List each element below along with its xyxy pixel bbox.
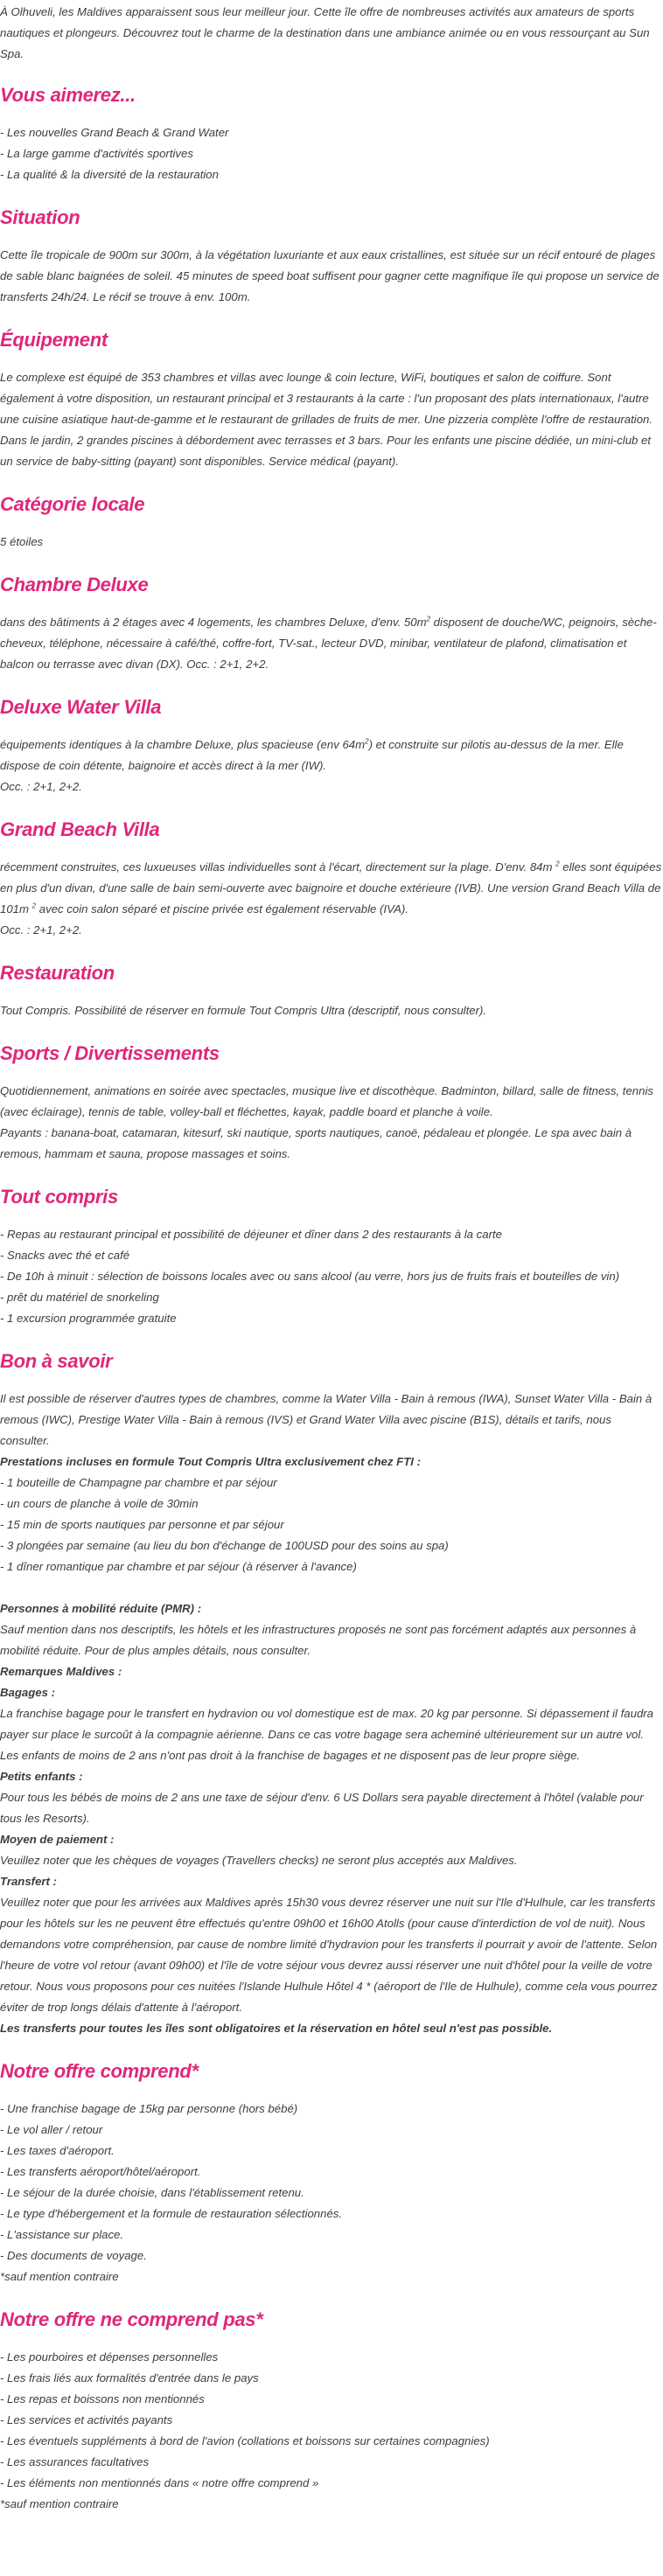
section-title-vous-aimerez: Vous aimerez...: [0, 84, 136, 106]
list-item: - Une franchise bagage de 15kg par personne (hors bébé): [0, 2102, 298, 2115]
paiement-text: Veuillez noter que les chèques de voyages (Travellers checks) ne seront plus acceptés aux Maldives.: [0, 1854, 518, 1867]
section-grand-beach-villa: [0, 817, 663, 941]
spacer: [0, 1577, 663, 1598]
section-offre-comprend: [0, 2058, 663, 2287]
deluxe-water-text-b: ) et construite sur pilotis au-dessus de la mer. Elle dispose de coin détente, baignoire et accès direct à la mer (IW).: [0, 738, 624, 772]
section-title-offre-comprend: Notre offre comprend*: [0, 2060, 199, 2082]
list-item: - La qualité & la diversité de la restauration: [0, 168, 219, 181]
section-deluxe-water-villa: [0, 694, 663, 797]
section-title-deluxe-water-villa: Deluxe Water Villa: [0, 696, 162, 718]
list-item: - prêt du matériel de snorkeling: [0, 1291, 159, 1304]
section-offre-ne-comprend: [0, 2307, 663, 2515]
list-item: - Les services et activités payants: [0, 2413, 173, 2426]
section-title-chambre-deluxe: Chambre Deluxe: [0, 574, 149, 595]
list-item: - Les éléments non mentionnés dans « notre offre comprend »: [0, 2476, 319, 2489]
list-item: - Les repas et boissons non mentionnés: [0, 2392, 205, 2405]
grand-beach-occupancy: Occ. : 2+1, 2+2.: [0, 923, 82, 936]
section-title-situation: Situation: [0, 206, 80, 228]
section-title-categorie: Catégorie locale: [0, 493, 145, 515]
bagages-title: Bagages :: [0, 1686, 56, 1699]
section-chambre-deluxe: [0, 572, 663, 675]
section-title-grand-beach-villa: Grand Beach Villa: [0, 818, 160, 840]
list-item: - Le séjour de la durée choisie, dans l'établissement retenu.: [0, 2186, 304, 2199]
grand-beach-text-b: elles sont équipées en plus d'un divan, d'une salle de bain semi-ouverte avec baignoire et douche extérieure (IVB). Une version Grand Beach Villa de 101m: [0, 860, 662, 916]
footnote: *sauf mention contraire: [0, 2270, 119, 2283]
sports-text: Quotidiennement, animations en soirée avec spectacles, musique live et discothèque. Badminton, billard, salle de fitness, tennis (avec éclairage), tennis de table, volley-ball et fléchettes, kayak, paddle board et planche à voile.: [0, 1084, 653, 1118]
list-item: - Les frais liés aux formalités d'entrée dans le pays: [0, 2371, 259, 2385]
chambre-deluxe-text-a: dans des bâtiments à 2 étages avec 4 logements, les chambres Deluxe, d'env. 50m: [0, 616, 427, 629]
section-restauration: [0, 960, 663, 1021]
equipement-text: Le complexe est équipé de 353 chambres et villas avec lounge & coin lecture, WiFi, boutiques et salon de coiffure. Sont également à votre disposition, un restaurant principal et 3 restaurants à la carte : l'un proposant des plats internationaux, l'autre une cuisine asiatique haut-de-gamme et le restaurant de grillades de fruits de mer. Une pizzeria complète l'offre de restauration. Dans le jardin, 2 grandes piscines à débordement avec terrasses et 3 bars. Pour les enfants une piscine dédiée, un mini-club et un service de baby-sitting (payant) sont disponibles. Service médical (payant).: [0, 371, 653, 468]
chambre-deluxe-text-b: disposent de douche/WC, peignoirs, sèche-cheveux, téléphone, nécessaire à café/thé, coffre-fort, TV-sat., lecteur DVD, minibar, ventilateur de plafond, climatisation et balcon ou terrasse avec divan (DX). Occ. : 2+1, 2+2.: [0, 616, 657, 671]
bagages-text-2: Les enfants de moins de 2 ans n'ont pas droit à la franchise de bagages et ne disposent pas de leur propre siège.: [0, 1749, 581, 1762]
list-item: - Les assurances facultatives: [0, 2455, 150, 2468]
section-situation: [0, 205, 663, 308]
transfert-title: Transfert :: [0, 1875, 57, 1888]
footnote: *sauf mention contraire: [0, 2497, 119, 2510]
deluxe-water-text-a: équipements identiques à la chambre Deluxe, plus spacieuse (env 64m: [0, 738, 366, 751]
list-item: - De 10h à minuit : sélection de boissons locales avec ou sans alcool (au verre, hors jus de fruits frais et bouteilles de vin): [0, 1270, 620, 1283]
list-item: - Le type d'hébergement et la formule de restauration sélectionnés.: [0, 2207, 343, 2220]
superscript: 2: [426, 615, 431, 623]
grand-beach-villa-text: [0, 857, 663, 920]
section-vous-aimerez: [0, 82, 663, 185]
list-item: - Les taxes d'aéroport.: [0, 2144, 115, 2157]
list-item: - Le vol aller / retour: [0, 2123, 103, 2136]
bon-a-savoir-text: Il est possible de réserver d'autres types de chambres, comme la Water Villa - Bain à remous (IWA), Sunset Water Villa - Bain à remous (IWC), Prestige Water Villa - Bain à remous (IVS) et Grand Water Villa avec piscine (B1S), détails et tarifs, nous consulter.: [0, 1392, 653, 1447]
petits-enfants-title: Petits enfants :: [0, 1770, 83, 1783]
list-item: - Les éventuels suppléments à bord de l'avion (collations et boissons sur certaines compagnies): [0, 2434, 490, 2447]
list-item: - 15 min de sports nautiques par personne et par séjour: [0, 1518, 284, 1531]
list-item: - 3 plongées par semaine (au lieu du bon d'échange de 100USD pour des soins au spa): [0, 1539, 449, 1552]
section-title-bon-a-savoir: Bon à savoir: [0, 1350, 113, 1372]
bagages-text: La franchise bagage pour le transfert en hydravion ou vol domestique est de max. 20 kg par personne. Si dépassement il faudra payer sur place le surcoût à la compagnie aérienne. Dans ce cas votre bagage sera acheminé ultérieurement sur un autre vol.: [0, 1707, 654, 1741]
intro-text: À Olhuveli, les Maldives apparaissent sous leur meilleur jour. Cette île offre de nombreuses activités aux amateurs de sports nautiques et plongeurs. Découvrez tout le charme de la destination dans une ambiance animée ou en vous ressourçant au Sun Spa.: [0, 5, 650, 60]
restauration-text: Tout Compris. Possibilité de réserver en formule Tout Compris Ultra (descriptif, nous consulter).: [0, 1004, 487, 1017]
chambre-deluxe-text: [0, 612, 663, 675]
section-title-offre-ne-comprend: Notre offre ne comprend pas*: [0, 2308, 263, 2330]
list-item: - 1 excursion programmée gratuite: [0, 1312, 177, 1325]
pmr-title: Personnes à mobilité réduite (PMR) :: [0, 1602, 202, 1615]
grand-beach-text-a: récemment construites, ces luxueuses villas individuelles sont à l'écart, directement sur la plage. D'env. 84m: [0, 860, 556, 874]
list-item: - L'assistance sur place.: [0, 2228, 124, 2241]
superscript: 2: [555, 860, 560, 868]
list-item: - Les transferts aéroport/hôtel/aéroport.: [0, 2165, 201, 2178]
list-item: - Les pourboires et dépenses personnelles: [0, 2350, 219, 2364]
section-sports: [0, 1041, 663, 1165]
situation-text: Cette île tropicale de 900m sur 300m, à la végétation luxuriante et aux eaux cristallines, est située sur un récif entouré de plages de sable blanc baignées de soleil. 45 minutes de speed boat suffisent pour gagner cette magnifique île qui propose un service de transferts 24h/24. Le récif se trouve à env. 100m.: [0, 248, 660, 303]
superscript: 2: [31, 902, 37, 910]
grand-beach-text-c: avec coin salon séparé et piscine privée est également réservable (IVA).: [36, 902, 408, 916]
pmr-text: Sauf mention dans nos descriptifs, les hôtels et les infrastructures proposés ne sont pas forcément adaptés aux personnes à mobilité réduite. Pour de plus amples détails, nous consulter.: [0, 1623, 637, 1657]
deluxe-water-occupancy: Occ. : 2+1, 2+2.: [0, 780, 82, 793]
list-item: - 1 dîner romantique par chambre et par séjour (à réserver à l'avance): [0, 1560, 357, 1573]
transfert-bold-text: Les transferts pour toutes les îles sont obligatoires et la réservation en hôtel seul n'est pas possible.: [0, 2022, 553, 2035]
section-title-restauration: Restauration: [0, 962, 115, 984]
list-item: - Snacks avec thé et café: [0, 1249, 130, 1262]
section-equipement: [0, 327, 663, 472]
remarques-title: Remarques Maldives :: [0, 1665, 122, 1678]
list-item: - Repas au restaurant principal et possibilité de déjeuner et dîner dans 2 des restaurants à la carte: [0, 1228, 502, 1241]
section-title-tout-compris: Tout compris: [0, 1186, 118, 1208]
sports-payants-text: Payants : banana-boat, catamaran, kitesurf, ski nautique, sports nautiques, canoë, pédaleau et plongée. Le spa avec bain à remous, hammam et sauna, propose massages et soins.: [0, 1126, 632, 1160]
superscript: 2: [365, 737, 369, 746]
section-tout-compris: [0, 1184, 663, 1329]
transfert-text: Veuillez noter que pour les arrivées aux Maldives après 15h30 vous devrez réserver une nuit sur l'Ile d'Hulhule, car les transferts pour les hôtels sur les ne peuvent être effectués qu'entre 09h00 et 16h00 Atolls (pour cause d'interdiction de vol de nuit). Nous demandons votre compréhension, par cause de nombre limité d'hydravion pour les transferts il pourrait y avoir de l'attente. Selon l'heure de votre vol retour (avant 09h00) et l'île de votre séjour vous devrez aussi réserver une nuit d'hôtel pour la veille de votre retour. Nous vous proposons pour ces nuitées l'Islande Hulhule Hôtel 4 * (aéroport de l'Ile de Hulhule), comme cela vous pourrez éviter de trop longs délais d'attente à l'aéroport.: [0, 1896, 658, 2014]
list-item: - Des documents de voyage.: [0, 2249, 147, 2262]
section-categorie: [0, 491, 663, 553]
list-item: - un cours de planche à voile de 30min: [0, 1497, 199, 1510]
petits-enfants-text: Pour tous les bébés de moins de 2 ans une taxe de séjour d'env. 6 US Dollars sera payable directement à l'hôtel (valable pour tous les Resorts).: [0, 1791, 644, 1825]
paiement-title: Moyen de paiement :: [0, 1833, 115, 1846]
section-title-equipement: Équipement: [0, 329, 108, 351]
list-item: - Les nouvelles Grand Beach & Grand Water: [0, 126, 229, 139]
deluxe-water-villa-text: [0, 735, 663, 776]
list-item: - 1 bouteille de Champagne par chambre et par séjour: [0, 1476, 277, 1489]
ultra-title: Prestations incluses en formule Tout Compris Ultra exclusivement chez FTI :: [0, 1455, 421, 1468]
section-title-sports: Sports / Divertissements: [0, 1042, 220, 1064]
categorie-text: 5 étoiles: [0, 535, 44, 548]
section-bon-a-savoir: [0, 1348, 663, 2039]
list-item: - La large gamme d'activités sportives: [0, 147, 193, 160]
